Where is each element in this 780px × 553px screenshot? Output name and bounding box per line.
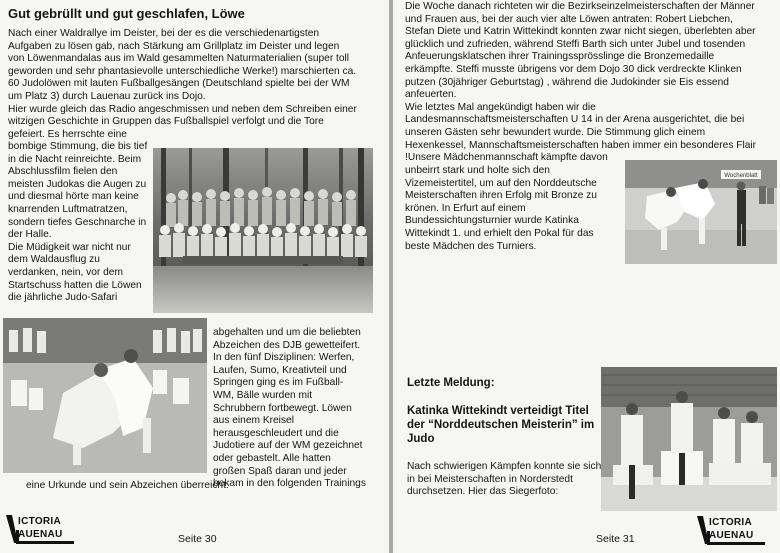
text-line: Schrubbern fortbewegt. Löwen [213, 402, 352, 414]
article-title: Gut gebrüllt und gut geschlafen, Löwe [8, 6, 245, 21]
text-line: großen Spaß daran und jeder [213, 465, 347, 477]
text-line: Laufen, Sumo, Kreativteil und [213, 364, 347, 376]
right-para-1 [405, 1, 756, 165]
left-para-1 [8, 28, 357, 141]
logo-text-bottom: AUENAU [18, 529, 63, 540]
text-line: unseren Gästen sehr bewundert wurde. Die Stimmung glich einem [405, 126, 706, 138]
text-line: Die Müdigkeit war nicht nur [8, 241, 131, 253]
text-line: krönen. In Erfurt auf einem [405, 202, 526, 214]
text-line: beste Mädchen des Turniers. [405, 240, 537, 252]
text-line: glücklich und zufrieden, während Steffi Barth sich unter Jubel und tosenden [405, 38, 746, 50]
text-line: Judotiere auf der WM gezeichnet [213, 440, 363, 452]
text-line: in bei Meisterschaften in Norderstedt [407, 473, 573, 485]
text-line: bekam in den folgenden Trainings [213, 478, 366, 490]
news-text [407, 461, 601, 499]
text-line: Springen ging es im Fußball- [213, 377, 344, 389]
left-para-2 [8, 141, 147, 305]
text-line: Meisterschaften ihren Erfolg mit Bronze zu [405, 190, 597, 202]
right-page [393, 0, 780, 553]
text-line: der Halle. [8, 229, 52, 241]
text-line: unbeirrt stark und holte sich den [405, 165, 550, 176]
text-line: meisten Judokas die Augen zu [8, 178, 147, 190]
news-title-line: der “Norddeutschen Meisterin” im [407, 419, 595, 431]
text-line: die jährliche Judo-Safari [8, 292, 118, 304]
text-line: Wie letztes Mal angekündigt haben wir die [405, 101, 596, 113]
victoria-lauenau-logo [4, 513, 76, 547]
text-line: 60 Judolöwen mit lauten Fußballgesängen (Deutschland spielte bei der WM [8, 78, 350, 90]
text-line: Hier wurde gleich das Radio angeschmissen und neben dem Schreiben einer [8, 103, 357, 115]
text-line: WM, Bälle wurden mit [213, 389, 313, 401]
text-line: anfeuerten. [405, 89, 457, 101]
text-line: witzigen Geschichte in Gruppen das Fußballspiel verfolgt und die Tore [8, 116, 324, 128]
text-line: Vizemeistertitel, um auf den Norddeutsche [405, 177, 597, 189]
news-label: Letzte Meldung: [407, 377, 495, 389]
text-line: erkämpfte. Steffi musste übrigens vor dem Dojo 30 dick verdreckte Klinken [405, 63, 742, 75]
logo-text-top: ICTORIA [18, 516, 62, 527]
text-line: abgehalten und um die beliebten [213, 327, 361, 338]
text-line: herausgeschleudert und die [213, 427, 339, 439]
text-line: um Platz 3) durch Lauenau zurück ins Dojo. [8, 90, 206, 102]
page-number-left: Seite 30 [178, 533, 217, 545]
text-line: oder gebastelt. Alle hatten [213, 452, 331, 464]
logo-text-bottom: AUENAU [709, 530, 754, 541]
judo-match-photo [625, 160, 777, 264]
text-line: eine Urkunde und sein Abzeichen überreicht. [26, 480, 229, 491]
news-title-line: Katinka Wittekindt verteidigt Titel [407, 405, 589, 417]
text-line: gefeiert. Es herrschte eine [8, 128, 127, 140]
text-line: aus einem Kreisel [213, 415, 294, 427]
text-line: Stefan Diete und Katrin Wittekindt konnten zwar nicht siegen, überlebten aber [405, 26, 756, 38]
logo-text-top: ICTORIA [709, 517, 753, 528]
text-line: durchsetzen. Hier das Siegerfoto: [407, 486, 559, 498]
text-line: Anfeuerungsklatschen ihrer Trainingssprösslinge die Bronzemedaille [405, 51, 715, 63]
podium-photo [601, 367, 777, 511]
text-line: Bundessichtungsturnier wurde Katinka [405, 215, 579, 227]
page-number-right: Seite 31 [596, 533, 635, 545]
text-line: Wittekindt 1. und erhielt den Pokal für das [405, 227, 594, 239]
text-line: Hexenkessel, Mannschaftsmeisterschaften haben immer ein besonderes Flair [405, 139, 757, 151]
text-line: Aufgaben zu lösen gab, nach Stärkung am Grillplatz im Deister und legen [8, 40, 340, 52]
text-line: In den fünf Disziplinen: Werfen, [213, 352, 355, 364]
text-line: und Frauen aus, bei der auch vier alte Löwen antraten: Robert Liebchen, [405, 13, 733, 25]
text-line: geworden und sehr phantasievolle unterschiedliche Werke!) marschierten ca. [8, 65, 357, 77]
text-line: Nach schwierigen Kämpfen konnte sie sich [407, 461, 602, 472]
news-title-line: Judo [407, 433, 435, 445]
text-line: Abschlussfilm fielen den [8, 166, 118, 178]
text-line: putzen (30jähriger Geburtstag) , während die Judokinder sie Eis essend [405, 76, 729, 88]
text-line: Startschuss hatten die Löwen [8, 279, 142, 291]
left-last-line [26, 480, 229, 493]
left-page [0, 0, 389, 553]
text-line: Die Woche danach richteten wir die Bezirkseinzelmeisterschaften der Männer [405, 1, 755, 12]
text-line: bombige Stimmung, die bis tief [8, 141, 148, 152]
gym-sign-text: Wochenblatt [724, 173, 758, 179]
text-line: knarrenden Luftmatratzen, [8, 203, 128, 215]
group-photo-forest [153, 148, 373, 313]
judo-hall-photo [3, 318, 207, 473]
text-line: dem Waldausflug zu [8, 254, 100, 266]
text-line: von Löwenmandalas aus im Wald gesammelten Naturmaterialien (super toll [8, 53, 350, 65]
news-title [407, 404, 594, 446]
text-line: Nach einer Waldrallye im Deister, bei der es die verschiedenartigsten [8, 28, 320, 39]
text-line: Abzeichen des DJB gewetteifert. [213, 339, 361, 351]
text-line: !Unsere Mädchenmannschaft kämpfte davon [405, 152, 608, 164]
left-para-3 [213, 327, 366, 491]
text-line: in die Nacht reinreichte. Beim [8, 153, 142, 165]
text-line: verdanken, nein, vor dem [8, 266, 123, 278]
text-line: sondern tiefes Geschnarche in [8, 216, 147, 228]
text-line: und diesmal hörte man keine [8, 191, 139, 203]
text-line: Landesmannschaftsmeisterschaften U 14 in der Arena ausgerichtet, die bei [405, 114, 745, 126]
right-para-2 [405, 165, 597, 253]
victoria-lauenau-logo [695, 514, 767, 548]
